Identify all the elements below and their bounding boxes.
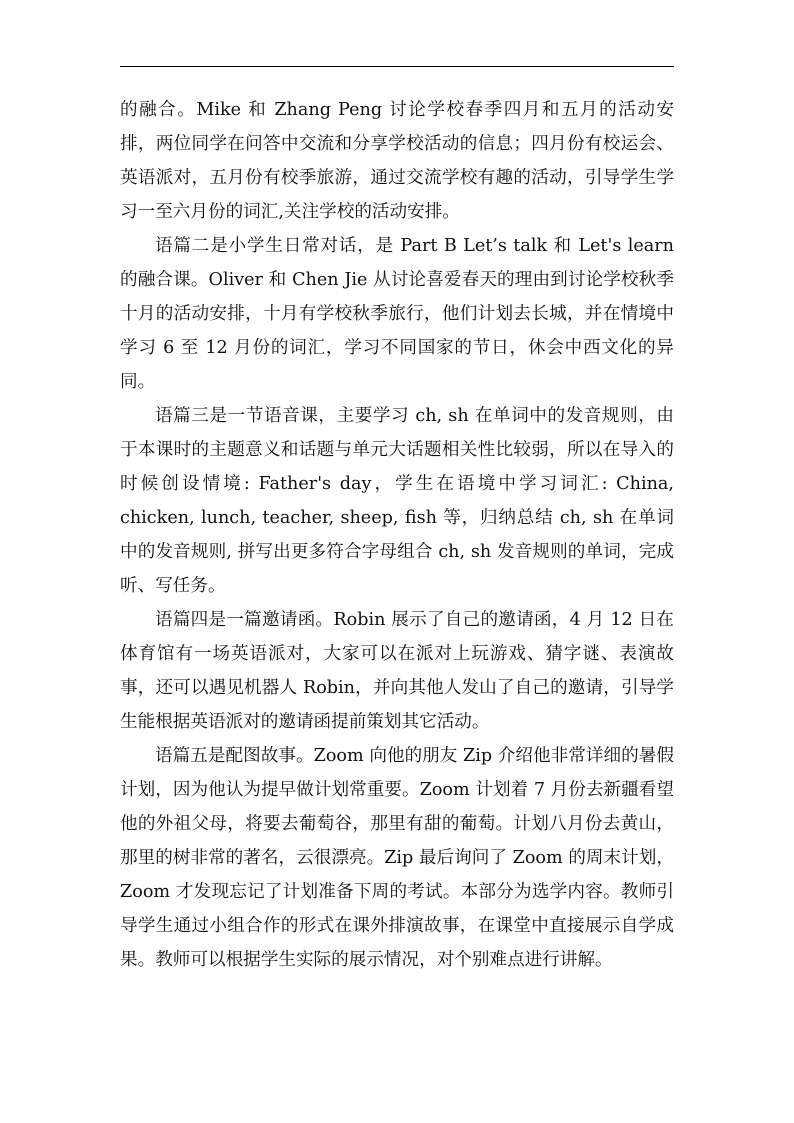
paragraph-passage-2: 语篇二是小学生日常对话，是 Part B Let’s talk 和 Let's learn 的融合课。Oliver 和 Chen Jie 从讨论喜爱春天的理由到讨论学校秋季十月的活动安排，十月有学校秋季旅行，他们计划去长城，并在情境中学习 6 至 12 月份的词汇，学习不同国家的节日，休会中西文化的异同。 bbox=[120, 236, 674, 392]
document-body bbox=[120, 93, 674, 977]
paragraph-passage-5: 语篇五是配图故事。Zoom 向他的朋友 Zip 介绍他非常详细的暑假计划，因为他认为提早做计划常重要。Zoom 计划着 7 月份去新疆看望他的外祖父母，将要去葡萄谷，那里有甜的葡萄。计划八月份去黄山，那里的树非常的著名，云很漂亮。Zip 最后询问了 Zoom 的周末计划，Zoom 才发现忘记了计划准备下周的考试。本部分为选学内容。教师引导学生通过小组合作的形式在课外排演故事，在课堂中直接展示自学成果。教师可以根据学生实际的展示情况，对个别难点进行讲解。 bbox=[120, 746, 674, 970]
paragraph-passage-3: 语篇三是一节语音课，主要学习 ch, sh 在单词中的发音规则，由于本课时的主题意义和话题与单元大话题相关性比较弱，所以在导入的时候创设情境: Father's day，学生在语境中学习词汇: China, chicken, lunch, teacher, sheep, fish 等，归纳总结 ch, sh 在单词中的发音规则, 拼写出更多符合字母组合 ch, sh 发音规则的单词，完成听、写任务。 bbox=[120, 406, 674, 596]
header-rule bbox=[120, 66, 674, 67]
paragraph-passage-4: 语篇四是一篇邀请函。Robin 展示了自己的邀请函，4 月 12 日在体育馆有一场英语派对，大家可以在派对上玩游戏、猜字谜、表演故事，还可以遇见机器人 Robin，并向其他人发山了自己的邀请，引导学生能根据英语派对的邀请函提前策划其它活动。 bbox=[120, 610, 674, 732]
paragraph-intro-continuation: 的融合。Mike 和 Zhang Peng 讨论学校春季四月和五月的活动安排，两位同学在问答中交流和分享学校活动的信息；四月份有校运会、英语派对，五月份有校季旅游，通过交流学校有趣的活动，引导学生学习一至六月份的词汇,关注学校的活动安排。 bbox=[120, 100, 674, 222]
